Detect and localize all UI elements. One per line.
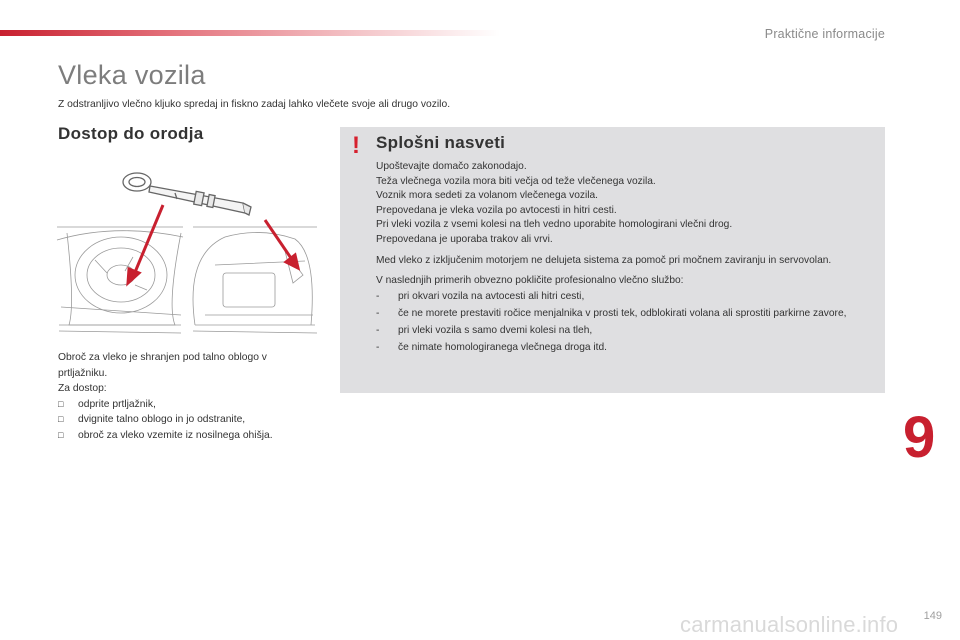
case-text: če nimate homologiranega vlečnega droga itd. bbox=[398, 342, 607, 354]
advice-line: Voznik mora sedeti za volanom vlečenega vozila. bbox=[376, 190, 598, 202]
list-item bbox=[376, 339, 871, 356]
intro-text: Z odstranljivo vlečno kljuko spredaj in fiskno zadaj lahko vlečete svoje ali drugo vozilo. bbox=[58, 99, 451, 110]
cases-list bbox=[376, 288, 871, 356]
warning-icon: ! bbox=[352, 132, 360, 159]
page-title: Vleka vozila bbox=[58, 60, 206, 90]
paragraph-line: Za dostop: bbox=[58, 383, 107, 394]
case-text: če ne morete prestaviti ročice menjalnika v prosti tek, odblokirati volana ali sprostiti parkirne zavore, bbox=[398, 308, 847, 320]
page-number: 149 bbox=[923, 610, 942, 622]
arrow-left-head bbox=[128, 269, 139, 283]
paragraph-line: Obroč za vleko je shranjen pod talno oblogo v bbox=[58, 352, 267, 363]
panel-title: Splošni nasveti bbox=[376, 133, 506, 152]
bullet-checkbox-icon: □ bbox=[58, 429, 64, 440]
advice-line: Upoštevajte domačo zakonodajo. bbox=[376, 161, 527, 172]
list-item bbox=[376, 288, 871, 305]
towing-eye-illustration bbox=[55, 165, 320, 340]
trunk-spare-wheel-drawing bbox=[57, 227, 183, 333]
engine-off-note: Med vleko z izključenim motorjem ne delujeta sistema za pomoč pri močnem zaviranju in servovolan. bbox=[376, 254, 832, 266]
tool-access-text bbox=[58, 350, 320, 443]
towing-eye-icon bbox=[123, 173, 251, 215]
advice-line: Pri vleki vozila z vsemi kolesi na tleh vedno uporabite homologirani vlečni drog. bbox=[376, 219, 733, 231]
trunk-cavity-drawing bbox=[193, 227, 317, 333]
watermark: carmanualsonline.info bbox=[680, 612, 899, 637]
list-item bbox=[58, 412, 320, 428]
tool-access-heading: Dostop do orodja bbox=[58, 124, 204, 143]
arrow-right bbox=[265, 220, 293, 261]
header-accent-bar bbox=[0, 30, 500, 36]
list-item bbox=[376, 305, 871, 322]
bullet-checkbox-icon: □ bbox=[58, 398, 64, 409]
advice-line: Prepovedana je vleka vozila po avtocesti in hitri cesti. bbox=[376, 204, 617, 216]
towing-eye-drawing bbox=[55, 165, 320, 340]
step-text: dvignite talno oblogo in jo odstranite, bbox=[78, 414, 246, 425]
section-header: Praktične informacije bbox=[764, 27, 885, 41]
list-item bbox=[58, 397, 320, 413]
advice-line: Teža vlečnega vozila mora biti večja od teže vlečenega vozila. bbox=[376, 175, 656, 187]
list-item bbox=[58, 428, 320, 444]
dash-bullet: - bbox=[376, 308, 380, 320]
arrow-left bbox=[133, 205, 163, 277]
access-steps-list bbox=[58, 397, 320, 444]
dash-bullet: - bbox=[376, 325, 380, 337]
general-advice-panel bbox=[340, 127, 885, 393]
bullet-checkbox-icon: □ bbox=[58, 414, 64, 424]
case-text: pri okvari vozila na avtocesti ali hitri cesti, bbox=[398, 291, 585, 303]
arrow-right-head bbox=[286, 255, 298, 268]
professional-intro: V naslednjih primerih obvezno pokličite profesionalno vlečno službo: bbox=[376, 274, 684, 286]
chapter-number: 9 bbox=[903, 405, 936, 470]
panel-body bbox=[376, 160, 871, 356]
dash-bullet: - bbox=[376, 342, 380, 354]
step-text: odprite prtljažnik, bbox=[78, 398, 156, 410]
list-item bbox=[376, 322, 871, 339]
case-text: pri vleki vozila s samo dvemi kolesi na tleh, bbox=[398, 325, 593, 337]
step-text: obroč za vleko vzemite iz nosilnega ohišja. bbox=[78, 429, 273, 441]
dash-bullet: - bbox=[376, 291, 380, 303]
advice-line: Prepovedana je uporaba trakov ali vrvi. bbox=[376, 233, 553, 245]
paragraph-line: prtljažniku. bbox=[58, 367, 108, 379]
